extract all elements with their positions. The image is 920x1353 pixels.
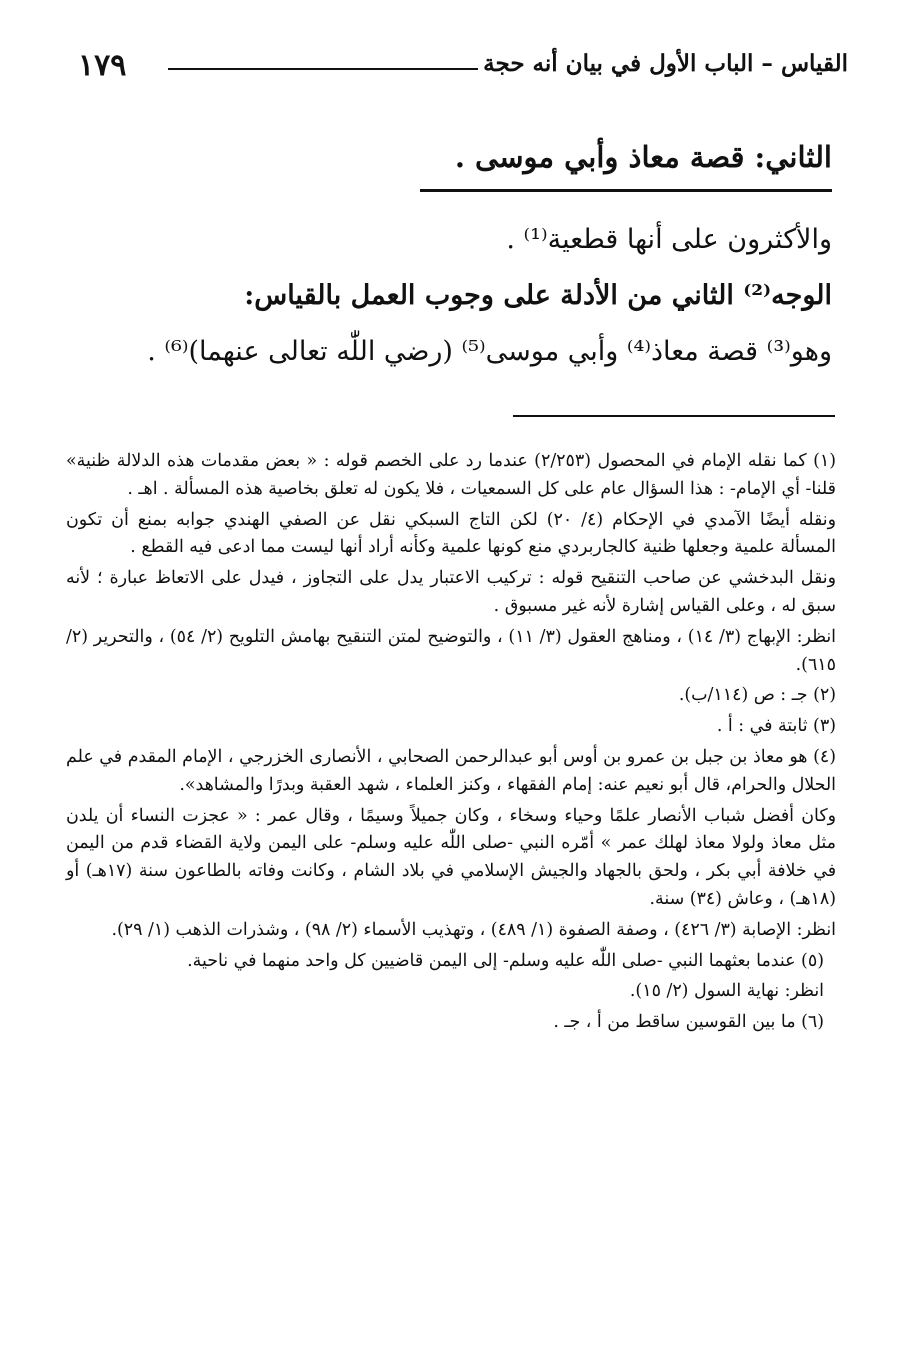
footnote-4-paragraph-2: وكان أفضل شباب الأنصار علمًا وحياء وسخاء ، وكان جميلاً وسيمًا ، وقال عمر : « عجزت النساء أن يلدن مثل معاذ ولولا معاذ لهلك عمر » أمّره النبي -صلى اللّٰه عليه وسلم- على اليمن ولاية القضاء قدم من اليمن في خلافة أبي بكر ، ولحق بالجهاد والجيش الإسلامي في بلاد الشام ، وكانت وفاته بالطاعون سنة (١٧هـ) أو (١٨هـ) ، وعاش (٣٤) سنة. (66, 805, 837, 909)
footnote-1-paragraph-1: (١) كما نقله الإمام في المحصول (٢/٢٥٣) عندما رد على الخصم قوله : « بعض مقدمات هذه الدلالة ظنية» قلنا- أي الإمام- : هذا السؤال عام على كل السمعيات ، فلا يكون له تعلق بخاصية هذه المسألة . اهـ . (66, 451, 837, 499)
header-rule (168, 68, 478, 70)
body-line-1: والأكثرون على أنها قطعية⁽¹⁾ . (506, 224, 832, 255)
footnotes (66, 448, 836, 1040)
footnote-1 (66, 448, 836, 679)
footnote-4 (66, 744, 836, 945)
footnote-1-paragraph-4: انظر: الإبهاج (٣/ ١٤) ، ومناهج العقول (٣/ ١١) ، والتوضيح لمتن التنقيح بهامش التلويح (٢/ ٥٤) ، والتحرير (٢/ ٦١٥). (66, 626, 837, 675)
running-header-title: القياس – الباب الأول في بيان أنه حجة (483, 50, 848, 77)
section-heading-rule (420, 189, 832, 192)
footnote-4-paragraph-1: (٤) هو معاذ بن جبل بن عمرو بن أوس أبو عبدالرحمن الصحابي ، الأنصارى الخزرجي ، الإمام المقدم في علم الحلال والحرام، قال أبو نعيم عنه: إمام الفقهاء ، وكنز العلماء ، شهد العقبة وبدرًا والمشاهد». (66, 746, 836, 795)
footnote-separator (513, 415, 835, 417)
footnote-5-paragraph-2: انظر: نهاية السول (٢/ ١٥). (629, 981, 824, 1002)
footnote-5-paragraph-1: (٥) عندما بعثهما النبي -صلى اللّٰه عليه وسلم- إلى اليمن قاضيين كل واحد منهما في ناحية. (187, 950, 824, 971)
body-line-2: الوجه⁽²⁾ الثاني من الأدلة على وجوب العمل بالقياس: (244, 280, 832, 311)
main-text (72, 212, 832, 380)
footnote-2: (٢) جـ : ص (١١٤/ب). (678, 685, 836, 706)
footnote-6: (٦) ما بين القوسين ساقط من أ ، جـ . (553, 1012, 824, 1033)
footnote-4-paragraph-3: انظر: الإصابة (٣/ ٤٢٦) ، وصفة الصفوة (١/ ٤٨٩) ، وتهذيب الأسماء (٢/ ٩٨) ، وشذرات الذهب (١/ ٢٩). (111, 919, 836, 940)
section-heading: الثاني: قصة معاذ وأبي موسى . (454, 140, 832, 174)
footnote-5 (66, 948, 836, 1007)
body-line-3: وهو⁽³⁾ قصة معاذ⁽⁴⁾ وأبي موسى⁽⁵⁾ (رضي اللّٰه تعالى عنهما)⁽⁶⁾ . (147, 336, 832, 367)
footnote-1-paragraph-3: ونقل البدخشي عن صاحب التنقيح قوله : تركيب الاعتبار يدل على التجاوز ، فيدل على الاتعاظ عبارة ؛ لأنه سبق له ، وعلى القياس إشارة لأنه غير مسبوق . (66, 568, 836, 616)
footnote-1-paragraph-2: ونقله أيضًا الآمدي في الإحكام (٤/ ٢٠) لكن التاج السبكي نقل عن الصفي الهندي جوابه بمنع أن تكون المسألة علمية وجعلها ظنية كالجاربردي منع كونها علمية وكأنه أراد أنها ليست مما ادعى فيه القطع . (66, 509, 836, 558)
footnote-3: (٣) ثابتة في : أ . (716, 716, 836, 737)
page-number: ١٧٩ (78, 48, 127, 83)
